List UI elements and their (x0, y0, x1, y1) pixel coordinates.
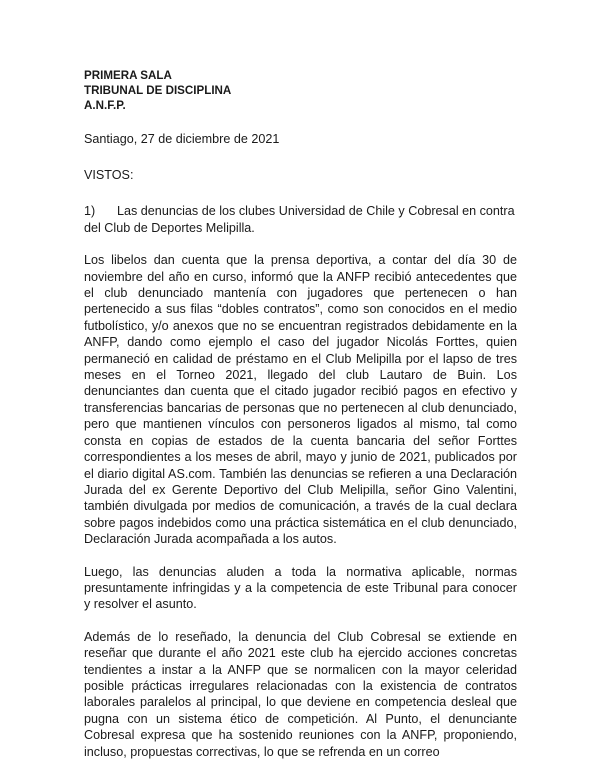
item-number: 1) (84, 204, 96, 219)
document-date: Santiago, 27 de diciembre de 2021 (84, 131, 280, 146)
item-text: Las denuncias de los clubes Universidad de Chile y Cobresal en contra del Club de Deportes Melipilla. (84, 204, 515, 235)
header-organization: A.N.F.P. (84, 99, 126, 113)
document-page (84, 68, 517, 760)
section-heading-vistos: VISTOS: (84, 168, 134, 183)
paragraph-2: Luego, las denuncias aluden a toda la normativa aplicable, normas presuntamente infringidas y a la competencia de este Tribunal para conocer y resolver el asunto. (84, 564, 517, 612)
paragraph-1: Los libelos dan cuenta que la prensa deportiva, a contar del día 30 de noviembre del año en curso, informó que la ANFP recibió antecedentes que el club denunciado mantenía con jugadores que pertenecen o han pertenecido a sus filas “dobles contratos”, como son conocidos en el medio futbolístico, y/o anexos que no se encuentran registrados debidamente en la ANFP, dando como ejemplo el caso del jugador Nicolás Forttes, quien permaneció en calidad de préstamo en el Club Melipilla por el lapso de tres meses en el Torneo 2021, llegado del club Lautaro de Buin. Los denunciantes dan cuenta que el citado jugador recibió pagos en efectivo y transferencias bancarias de personas que no pertenecen al club denunciado, pero que mantienen vínculos con personeros ligados al mismo, tal como consta en copias de estados de la cuenta bancaria del señor Forttes correspondientes a los meses de abril, mayo y junio de 2021, publicados por el diario digital AS.com. También las denuncias se refieren a una Declaración Jurada del ex Gerente Deportivo del Club Melipilla, señor Gino Valentini, también divulgada por medios de comunicación, a través de la cual declara sobre pagos indebidos como una práctica sistemática en el club denunciado, Declaración Jurada acompañada a los autos. (84, 253, 517, 547)
header-chamber: PRIMERA SALA (84, 69, 172, 82)
numbered-item-1 (84, 203, 517, 236)
paragraph-3: Además de lo reseñado, la denuncia del Club Cobresal se extiende en reseñar que durante el año 2021 este club ha ejercido acciones concretas tendientes a instar a la ANFP que se normalicen con la mayor celeridad posible prácticas irregulares relacionadas con la existencia de contratos laborales paralelos al principal, lo que deviene en competencia desleal que pugna con un sistema ético de competición. Al Punto, el denunciante Cobresal expresa que ha sostenido reuniones con la ANFP, proponiendo, incluso, propuestas correctivas, lo que se refrenda en un correo (84, 629, 517, 759)
header-tribunal: TRIBUNAL DE DISCIPLINA (84, 84, 232, 98)
